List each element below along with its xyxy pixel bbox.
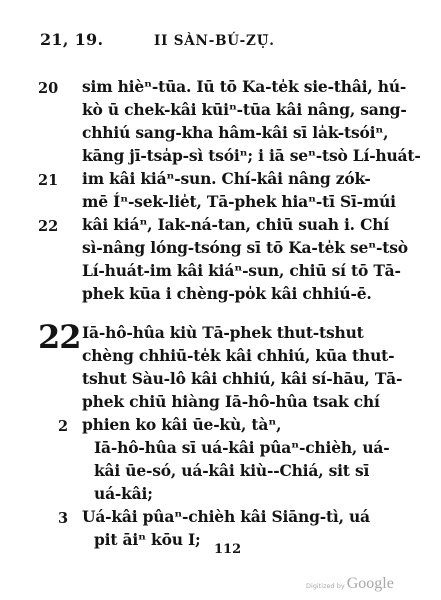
text-line: Iā-hô-hûa kiù Tā-phek thut-tshut: [82, 323, 364, 342]
text-line: sì-nâng lóng-tsóng sī tō Ka-te̍k seⁿ-tsò: [82, 238, 408, 257]
text-line: Iā-hô-hûa sī uá-kâi pûaⁿ-chièh, uá-: [94, 438, 390, 457]
text-line: phien ko kâi ūe-kù, tàⁿ,: [82, 415, 282, 434]
text-line: kò ū chek-kâi kūiⁿ-tūa kâi nâng, sang-: [82, 100, 407, 119]
text-line: phek kūa i chèng-po̍k kâi chhiú-ē.: [82, 284, 372, 303]
text-line: im kâi kiáⁿ-sun. Chí-kâi nâng zók-: [82, 169, 371, 188]
text-line: uá-kâi;: [94, 484, 153, 503]
verse-number-21: 21: [38, 172, 59, 189]
text-line: Uá-kâi pûaⁿ-chièh kâi Siāng-tì, uá: [82, 507, 370, 526]
google-logo: Google: [346, 575, 394, 592]
text-line: Lí-huát-im kâi kiáⁿ-sun, chiū sí tō Tā-: [82, 261, 401, 280]
text-line: pit āiⁿ kōu I;: [94, 530, 201, 549]
watermark-prefix: Digitized by: [306, 582, 345, 590]
running-header-title: II SÀN-BÚ-ZỤ̄.: [154, 33, 275, 49]
text-line: chèng chhiū-te̍k kâi chhiú, kūa thut-: [82, 346, 395, 365]
text-line: phek chiū hiàng Iā-hô-hûa tsak chí: [82, 392, 380, 411]
text-line: kâi ūe-só, uá-kâi kiù--Chiá, sit sī: [94, 461, 370, 480]
verse-number-2: 2: [58, 418, 69, 435]
text-line: tshut Sàu-lô kâi chhiú, kâi sí-hāu, Tā-: [82, 369, 403, 388]
verse-number-22: 22: [38, 218, 59, 235]
running-header-reference: 21, 19.: [40, 30, 104, 49]
chapter-number: 22: [38, 318, 81, 356]
verse-number-20: 20: [38, 80, 59, 97]
digitized-watermark: [306, 573, 394, 593]
verse-number-3: 3: [58, 510, 69, 527]
text-line: sim hièⁿ-tūa. Iū tō Ka-te̍k sie-thâi, hú-: [82, 77, 407, 96]
text-line: kâi kiáⁿ, Iak-ná-tan, chiū suah i. Chí: [82, 215, 389, 234]
text-line: mē Íⁿ-sek-lie̍t, Tā-phek hiaⁿ-tī Sī-múi: [82, 192, 396, 211]
text-line: chhiú sang-kha hâm-kâi sī la̍k-tsóiⁿ,: [82, 123, 389, 142]
page-number: 112: [214, 542, 242, 557]
text-line: kāng jī-tsa̍p-sì tsóiⁿ; i iā seⁿ-tsò Lí-huát-: [82, 146, 421, 165]
